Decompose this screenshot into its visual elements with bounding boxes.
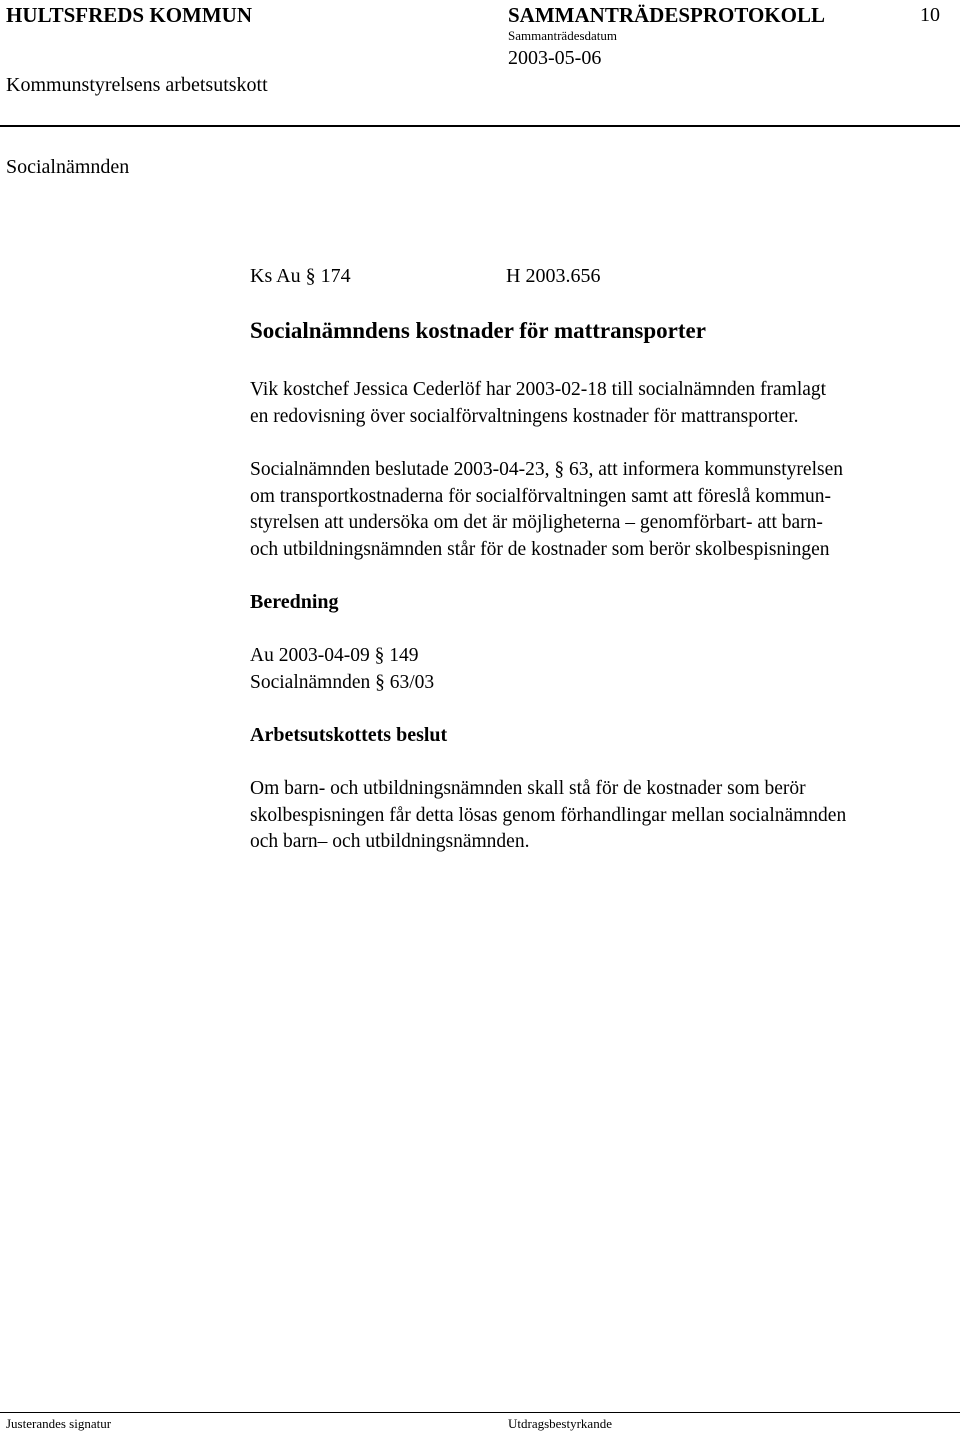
beredning-line: Socialnämnden § 63/03 — [250, 671, 435, 693]
page-title: Socialnämndens kostnader för mattransporter — [250, 318, 706, 343]
decision-line: skolbespisningen får detta lösas genom förhandlingar mellan socialnämnden — [250, 804, 847, 826]
meeting-date-label: Sammanträdesdatum — [508, 28, 618, 43]
decision-text — [250, 776, 846, 856]
paragraph-1 — [250, 377, 826, 430]
paragraph-2 — [250, 457, 843, 563]
case-number: H 2003.656 — [506, 265, 601, 287]
municipality-name: HULTSFREDS KOMMUN — [6, 3, 253, 27]
page-number: 10 — [920, 4, 940, 26]
certification-label: Utdragsbestyrkande — [508, 1416, 612, 1431]
beredning-refs — [250, 643, 434, 696]
paragraph-line: Vik kostchef Jessica Cederlöf har 2003-02-18 till socialnämnden framlagt — [250, 379, 827, 400]
decision-line: och barn– och utbildningsnämnden. — [250, 831, 530, 852]
paragraph-line: om transportkostnaderna för socialförvaltningen samt att föreslå kommun- — [250, 485, 832, 507]
header-divider — [0, 125, 960, 127]
beredning-heading: Beredning — [250, 591, 339, 613]
footer-divider — [0, 1412, 960, 1413]
section-label: Socialnämnden — [6, 156, 130, 178]
document-type: SAMMANTRÄDESPROTOKOLL — [508, 3, 825, 27]
decision-heading: Arbetsutskottets beslut — [250, 724, 448, 746]
case-paragraph: Ks Au § 174 — [250, 265, 351, 287]
paragraph-line: och utbildningsnämnden står för de kostnader som berör skolbespisningen — [250, 538, 830, 560]
beredning-line: Au 2003-04-09 § 149 — [250, 645, 419, 666]
committee-name: Kommunstyrelsens arbetsutskott — [6, 74, 268, 96]
signature-label: Justerandes signatur — [6, 1416, 112, 1431]
paragraph-line: styrelsen att undersöka om det är möjligheterna – genomförbart- att barn- — [250, 512, 823, 533]
decision-line: Om barn- och utbildningsnämnden skall stå för de kostnader som berör — [250, 778, 806, 799]
meeting-date: 2003-05-06 — [508, 47, 602, 69]
paragraph-line: en redovisning över socialförvaltningens kostnader för mattransporter. — [250, 405, 799, 427]
paragraph-line: Socialnämnden beslutade 2003-04-23, § 63, att informera kommunstyrelsen — [250, 459, 843, 480]
